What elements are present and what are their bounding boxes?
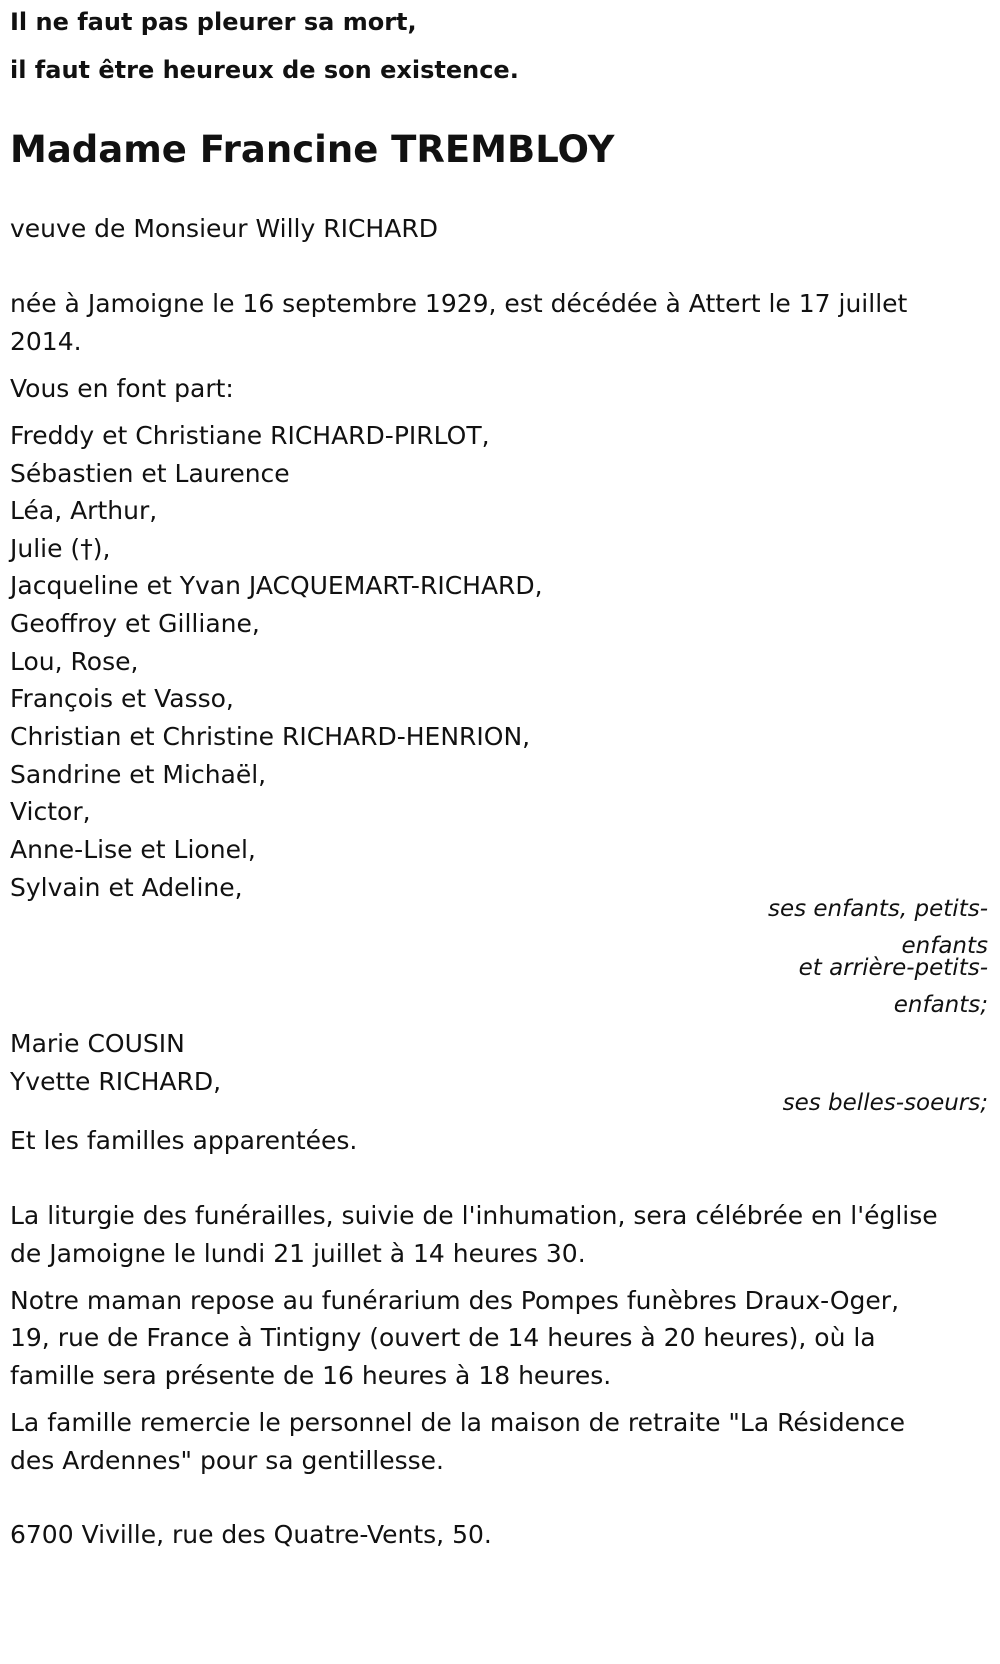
epigraph-line-2: il faut être heureux de son existence.	[10, 56, 519, 84]
thanks-line-2: des Ardennes" pour sa gentillesse.	[10, 1446, 444, 1475]
visitation-line-3: famille sera présente de 16 heures à 18 heures.	[10, 1361, 612, 1390]
birth-death-line-2: 2014.	[10, 327, 82, 356]
family-list-item: Geoffroy et Gilliane,	[10, 609, 260, 638]
family-list-item: Sébastien et Laurence	[10, 459, 290, 488]
funeral-line-1: La liturgie des funérailles, suivie de l'inhumation, sera célébrée en l'église	[10, 1201, 938, 1230]
family-list-item: Julie (†),	[10, 534, 111, 563]
in-law-item: Yvette RICHARD,	[10, 1067, 222, 1096]
address-line: 6700 Viville, rue des Quatre-Vents, 50.	[10, 1520, 492, 1549]
thanks-line-1: La famille remercie le personnel de la maison de retraite "La Résidence	[10, 1408, 905, 1437]
announce-line: Vous en font part:	[10, 374, 234, 403]
family-list-item: Lou, Rose,	[10, 647, 139, 676]
in-law-item: Marie COUSIN	[10, 1029, 185, 1058]
visitation-line-1: Notre maman repose au funérarium des Pompes funèbres Draux-Oger,	[10, 1286, 900, 1315]
family-list-item: Christian et Christine RICHARD-HENRION,	[10, 722, 531, 751]
epigraph-line-1: Il ne faut pas pleurer sa mort,	[10, 8, 417, 36]
family-list-item: Victor,	[10, 797, 91, 826]
family-list-item: Sandrine et Michaël,	[10, 760, 267, 789]
family-role-line-3: et arrière-petits-	[798, 955, 988, 981]
birth-death-line-1: née à Jamoigne le 16 septembre 1929, est décédée à Attert le 17 juillet	[10, 289, 908, 318]
visitation-line-2: 19, rue de France à Tintigny (ouvert de 14 heures à 20 heures), où la	[10, 1323, 876, 1352]
family-list-item: Jacqueline et Yvan JACQUEMART-RICHARD,	[10, 571, 543, 600]
spouse-line: veuve de Monsieur Willy RICHARD	[10, 214, 438, 243]
page-title: Madame Francine TREMBLOY	[10, 128, 615, 171]
related-families-line: Et les familles apparentées.	[10, 1126, 358, 1155]
family-list-item: Anne-Lise et Lionel,	[10, 835, 256, 864]
family-list-item: François et Vasso,	[10, 684, 234, 713]
family-role-line-1: ses enfants, petits-	[767, 896, 988, 922]
family-list-item: Freddy et Christiane RICHARD-PIRLOT,	[10, 421, 490, 450]
family-role-line-2: enfants	[901, 933, 988, 959]
family-list-item: Léa, Arthur,	[10, 496, 158, 525]
funeral-line-2: de Jamoigne le lundi 21 juillet à 14 heures 30.	[10, 1239, 586, 1268]
family-role-line-4: enfants;	[893, 992, 988, 1018]
in-laws-role: ses belles-soeurs;	[782, 1090, 988, 1116]
family-list-item: Sylvain et Adeline,	[10, 873, 243, 902]
